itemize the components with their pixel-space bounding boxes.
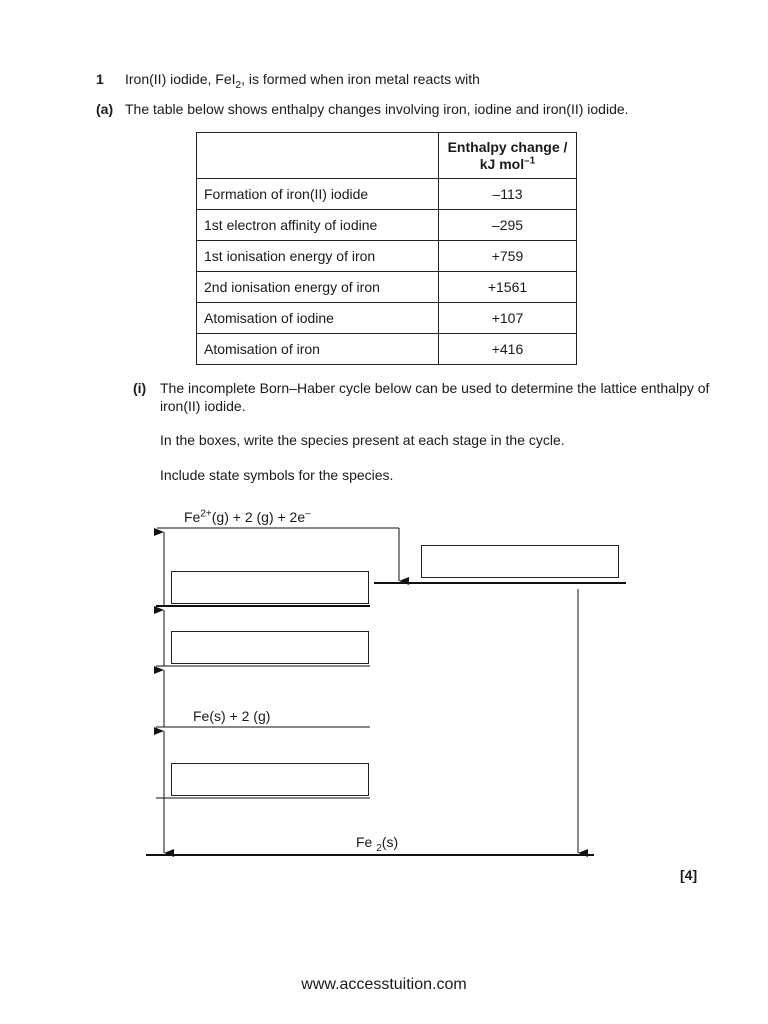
row-value: –295 bbox=[439, 210, 577, 241]
row-value: +416 bbox=[439, 334, 577, 365]
part-a-label: (a) bbox=[96, 101, 114, 117]
row-label: 2nd ionisation energy of iron bbox=[197, 272, 439, 303]
label-fe-s: Fe(s) + 2 (g) bbox=[193, 708, 271, 724]
row-label: Atomisation of iron bbox=[197, 334, 439, 365]
row-label: Formation of iron(II) iodide bbox=[197, 179, 439, 210]
answer-box-1[interactable] bbox=[171, 571, 369, 604]
answer-box-3[interactable] bbox=[171, 763, 369, 796]
answer-box-2[interactable] bbox=[171, 631, 369, 664]
label-top-gaseous-ions: $Fe^{2+}(g) + 2$ (g) + 2e– bbox=[184, 508, 311, 525]
part-i-line2: iron(II) iodide. bbox=[160, 398, 246, 414]
footer-url: www.accesstuition.com bbox=[301, 976, 467, 993]
question-intro: Iron(II) iodide, FeI$_2$, is formed when iron metal reacts with bbox=[125, 71, 480, 91]
row-value: +107 bbox=[439, 303, 577, 334]
part-i-label: (i) bbox=[133, 380, 147, 396]
row-label: 1st ionisation energy of iron bbox=[197, 241, 439, 272]
answer-box-right[interactable] bbox=[421, 545, 619, 578]
question-number: 1 bbox=[96, 71, 104, 87]
row-value: –113 bbox=[439, 179, 577, 210]
table-header-enthalpy: Enthalpy change / kJ mol$^{-1}$ bbox=[439, 133, 577, 179]
row-value: +759 bbox=[439, 241, 577, 272]
part-a-text: The table below shows enthalpy changes involving iron, iodine and iron(II) iodide. bbox=[125, 101, 629, 117]
row-value: +1561 bbox=[439, 272, 577, 303]
marks-label: [4] bbox=[680, 867, 698, 883]
part-i-instruction2: Include state symbols for the species. bbox=[160, 467, 394, 483]
part-i-line1: The incomplete Born–Haber cycle below can be used to determine the lattice enthalpy of bbox=[160, 380, 710, 396]
row-label: Atomisation of iodine bbox=[197, 303, 439, 334]
part-i-instruction1: In the boxes, write the species present at each stage in the cycle. bbox=[160, 432, 565, 448]
label-bottom-product: Fe $_2$(s) bbox=[356, 834, 399, 854]
row-label: 1st electron affinity of iodine bbox=[197, 210, 439, 241]
